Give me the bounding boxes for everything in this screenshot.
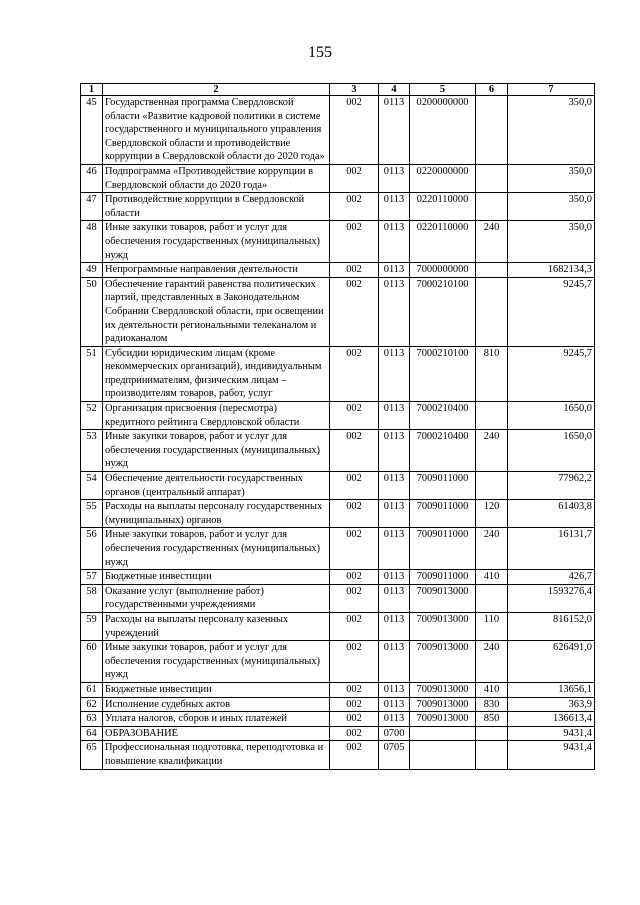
row-code-5: 7009013000: [410, 712, 476, 727]
row-code-6: 110: [476, 612, 508, 640]
row-code-4: 0113: [379, 500, 410, 528]
row-code-5: 7009011000: [410, 500, 476, 528]
budget-table: [80, 83, 595, 770]
row-code-4: 0113: [379, 570, 410, 585]
table-row: [81, 726, 595, 741]
row-code-6: [476, 741, 508, 769]
table-row: [81, 528, 595, 570]
row-code-6: 240: [476, 641, 508, 683]
row-code-4: 0113: [379, 263, 410, 278]
column-header: 5: [410, 84, 476, 96]
row-number: 58: [81, 584, 103, 612]
row-name: Противодействие коррупции в Свердловской области: [103, 193, 330, 221]
row-code-6: 240: [476, 528, 508, 570]
row-code-3: 002: [330, 263, 379, 278]
row-code-6: 240: [476, 221, 508, 263]
row-amount: 1682134,3: [508, 263, 595, 278]
row-amount: 9245,7: [508, 346, 595, 401]
row-number: 49: [81, 263, 103, 278]
table-row: [81, 612, 595, 640]
row-code-6: 830: [476, 697, 508, 712]
row-code-4: 0113: [379, 712, 410, 727]
row-number: 63: [81, 712, 103, 727]
table-row: [81, 641, 595, 683]
row-code-4: 0113: [379, 612, 410, 640]
row-amount: 1593276,4: [508, 584, 595, 612]
row-code-3: 002: [330, 193, 379, 221]
table-row: [81, 263, 595, 278]
table-row: [81, 584, 595, 612]
row-code-4: 0113: [379, 402, 410, 430]
row-code-5: 0220110000: [410, 193, 476, 221]
row-code-6: 240: [476, 430, 508, 472]
row-code-6: 410: [476, 570, 508, 585]
row-code-6: 410: [476, 682, 508, 697]
table-row: [81, 741, 595, 769]
table-row: [81, 570, 595, 585]
row-code-3: 002: [330, 570, 379, 585]
row-name: Бюджетные инвестиции: [103, 682, 330, 697]
row-amount: 363,9: [508, 697, 595, 712]
row-amount: 626491,0: [508, 641, 595, 683]
row-code-3: 002: [330, 712, 379, 727]
row-code-5: 7009013000: [410, 641, 476, 683]
row-code-6: [476, 96, 508, 165]
row-code-5: 7009011000: [410, 528, 476, 570]
row-code-4: 0113: [379, 221, 410, 263]
row-name: Организация присвоения (пересмотра) кредитного рейтинга Свердловской области: [103, 402, 330, 430]
row-code-3: 002: [330, 500, 379, 528]
row-amount: 16131,7: [508, 528, 595, 570]
row-code-5: 7009013000: [410, 612, 476, 640]
row-code-6: [476, 402, 508, 430]
table-row: [81, 164, 595, 192]
table-row: [81, 472, 595, 500]
row-code-6: [476, 193, 508, 221]
row-name: Государственная программа Свердловской области «Развитие кадровой политики в системе государственного и муниципального управления Свердловской области и противодействие коррупции в Свердловской области до 2020 года»: [103, 96, 330, 165]
row-code-4: 0700: [379, 726, 410, 741]
row-amount: 350,0: [508, 221, 595, 263]
row-code-5: 7009011000: [410, 570, 476, 585]
row-number: 52: [81, 402, 103, 430]
row-name: Иные закупки товаров, работ и услуг для обеспечения государственных (муниципальных) нужд: [103, 430, 330, 472]
row-code-5: 7009013000: [410, 697, 476, 712]
row-code-4: 0113: [379, 430, 410, 472]
row-number: 47: [81, 193, 103, 221]
row-number: 59: [81, 612, 103, 640]
row-number: 55: [81, 500, 103, 528]
row-code-3: 002: [330, 402, 379, 430]
column-header: 7: [508, 84, 595, 96]
row-code-3: 002: [330, 164, 379, 192]
row-name: Обеспечение деятельности государственных органов (центральный аппарат): [103, 472, 330, 500]
column-header: 6: [476, 84, 508, 96]
table-row: [81, 221, 595, 263]
row-code-3: 002: [330, 221, 379, 263]
row-code-6: 810: [476, 346, 508, 401]
column-header: 1: [81, 84, 103, 96]
row-number: 50: [81, 277, 103, 346]
row-code-6: [476, 726, 508, 741]
row-name: Иные закупки товаров, работ и услуг для обеспечения государственных (муниципальных) нужд: [103, 641, 330, 683]
row-code-3: 002: [330, 741, 379, 769]
row-code-5: 7000210100: [410, 277, 476, 346]
row-code-5: 7009013000: [410, 682, 476, 697]
table-row: [81, 500, 595, 528]
row-amount: 9431,4: [508, 726, 595, 741]
page-number: 155: [308, 44, 332, 61]
row-name: Непрограммные направления деятельности: [103, 263, 330, 278]
row-code-4: 0113: [379, 164, 410, 192]
row-code-5: 7009011000: [410, 472, 476, 500]
row-code-3: 002: [330, 641, 379, 683]
row-code-4: 0113: [379, 528, 410, 570]
row-code-3: 002: [330, 726, 379, 741]
row-name: Обеспечение гарантий равенства политических партий, представленных в Законодательном Собрании Свердловской области, при освещении их деятельности региональными телеканалом и радиоканалом: [103, 277, 330, 346]
row-amount: 1650,0: [508, 402, 595, 430]
row-amount: 350,0: [508, 164, 595, 192]
row-code-5: 7000210100: [410, 346, 476, 401]
row-code-5: [410, 741, 476, 769]
row-name: Подпрограмма «Противодействие коррупции в Свердловской области до 2020 года»: [103, 164, 330, 192]
row-code-3: 002: [330, 277, 379, 346]
row-code-3: 002: [330, 682, 379, 697]
row-name: Оказание услуг (выполнение работ) государственными учреждениями: [103, 584, 330, 612]
column-header: 3: [330, 84, 379, 96]
row-name: Исполнение судебных актов: [103, 697, 330, 712]
row-code-4: 0705: [379, 741, 410, 769]
row-code-5: [410, 726, 476, 741]
row-code-6: [476, 263, 508, 278]
row-number: 54: [81, 472, 103, 500]
row-code-5: 7000000000: [410, 263, 476, 278]
row-code-6: 850: [476, 712, 508, 727]
table-body: [81, 96, 595, 770]
row-number: 51: [81, 346, 103, 401]
row-code-4: 0113: [379, 697, 410, 712]
row-name: Иные закупки товаров, работ и услуг для обеспечения государственных (муниципальных) нужд: [103, 221, 330, 263]
row-code-6: [476, 472, 508, 500]
row-code-6: [476, 584, 508, 612]
row-number: 46: [81, 164, 103, 192]
row-code-3: 002: [330, 472, 379, 500]
table-row: [81, 697, 595, 712]
row-amount: 350,0: [508, 96, 595, 165]
row-number: 56: [81, 528, 103, 570]
table-row: [81, 346, 595, 401]
row-code-6: 120: [476, 500, 508, 528]
row-code-3: 002: [330, 96, 379, 165]
row-code-4: 0113: [379, 641, 410, 683]
row-code-4: 0113: [379, 96, 410, 165]
row-number: 61: [81, 682, 103, 697]
row-code-5: 7000210400: [410, 430, 476, 472]
table-row: [81, 402, 595, 430]
row-code-3: 002: [330, 697, 379, 712]
row-code-4: 0113: [379, 682, 410, 697]
column-header: 2: [103, 84, 330, 96]
row-number: 48: [81, 221, 103, 263]
row-amount: 9431,4: [508, 741, 595, 769]
row-code-4: 0113: [379, 584, 410, 612]
row-number: 60: [81, 641, 103, 683]
row-name: Профессиональная подготовка, переподготовка и повышение квалификации: [103, 741, 330, 769]
row-code-5: 7000210400: [410, 402, 476, 430]
row-code-6: [476, 164, 508, 192]
row-code-3: 002: [330, 528, 379, 570]
table-row: [81, 193, 595, 221]
row-amount: 61403,8: [508, 500, 595, 528]
row-code-4: 0113: [379, 193, 410, 221]
table-row: [81, 712, 595, 727]
row-code-3: 002: [330, 612, 379, 640]
row-code-5: 0220000000: [410, 164, 476, 192]
row-amount: 136613,4: [508, 712, 595, 727]
row-number: 45: [81, 96, 103, 165]
row-name: ОБРАЗОВАНИЕ: [103, 726, 330, 741]
row-name: Расходы на выплаты персоналу государственных (муниципальных) органов: [103, 500, 330, 528]
row-code-5: 0200000000: [410, 96, 476, 165]
row-number: 64: [81, 726, 103, 741]
row-code-3: 002: [330, 346, 379, 401]
row-code-4: 0113: [379, 277, 410, 346]
row-name: Уплата налогов, сборов и иных платежей: [103, 712, 330, 727]
column-header: 4: [379, 84, 410, 96]
row-amount: 426,7: [508, 570, 595, 585]
row-amount: 350,0: [508, 193, 595, 221]
row-name: Расходы на выплаты персоналу казенных учреждений: [103, 612, 330, 640]
row-code-4: 0113: [379, 472, 410, 500]
row-code-6: [476, 277, 508, 346]
row-code-5: 7009013000: [410, 584, 476, 612]
row-number: 62: [81, 697, 103, 712]
row-number: 53: [81, 430, 103, 472]
row-code-4: 0113: [379, 346, 410, 401]
table-header-row: [81, 84, 595, 96]
table-row: [81, 682, 595, 697]
table-row: [81, 96, 595, 165]
row-amount: 9245,7: [508, 277, 595, 346]
row-amount: 77962,2: [508, 472, 595, 500]
row-code-3: 002: [330, 584, 379, 612]
row-amount: 13656,1: [508, 682, 595, 697]
row-name: Субсидии юридическим лицам (кроме некоммерческих организаций), индивидуальным предпринимателям, физическим лицам – производителям товаров, работ, услуг: [103, 346, 330, 401]
row-name: Иные закупки товаров, работ и услуг для обеспечения государственных (муниципальных) нужд: [103, 528, 330, 570]
row-amount: 816152,0: [508, 612, 595, 640]
row-name: Бюджетные инвестиции: [103, 570, 330, 585]
row-code-3: 002: [330, 430, 379, 472]
row-number: 57: [81, 570, 103, 585]
table-row: [81, 277, 595, 346]
row-amount: 1650,0: [508, 430, 595, 472]
row-code-5: 0220110000: [410, 221, 476, 263]
table-row: [81, 430, 595, 472]
row-number: 65: [81, 741, 103, 769]
